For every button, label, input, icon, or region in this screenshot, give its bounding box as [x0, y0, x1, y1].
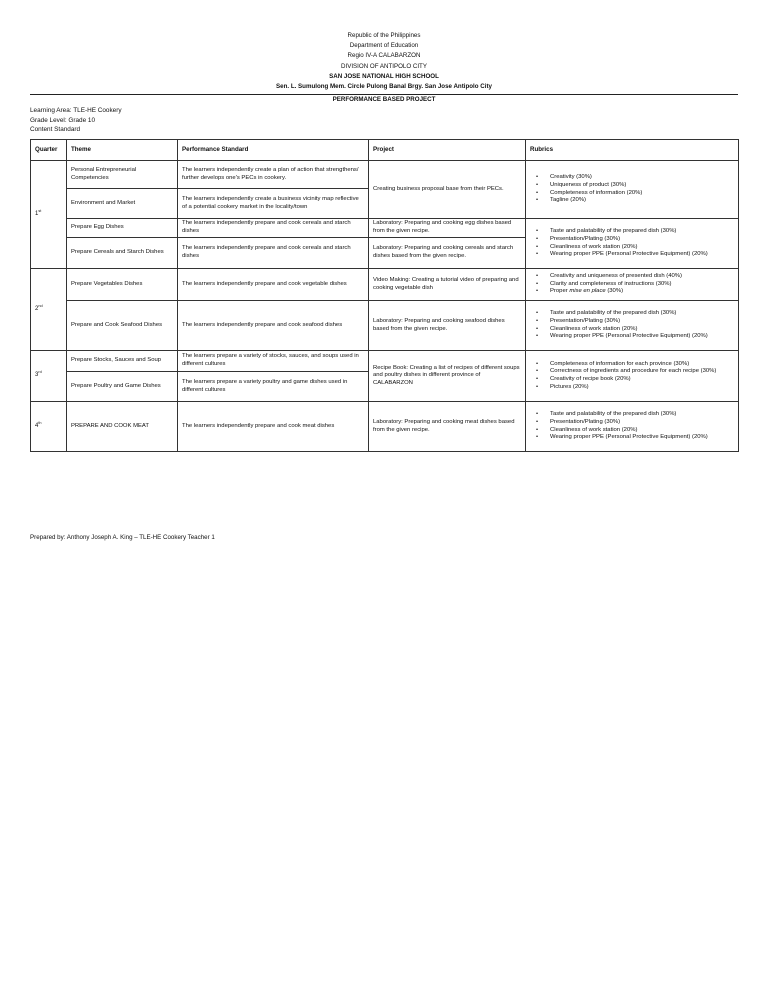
list-item: • Presentation/Plating (30%) [550, 318, 734, 326]
theme-cell: Personal Entrepreneurial Competencies [67, 161, 178, 189]
list-item: • Pictures (20%) [550, 384, 734, 392]
project-cell: Laboratory: Preparing and cooking seafood dishes based from the given recipe. [369, 301, 526, 351]
list-item: • Proper mise en place (30%) [550, 288, 734, 296]
theme-cell: Prepare and Cook Seafood Dishes [67, 301, 178, 351]
standard-cell: The learners prepare a variety poultry and game dishes used in different cultures [178, 372, 369, 402]
list-item: • Completeness of information (20%) [550, 190, 734, 198]
content-standard: Content Standard [30, 126, 81, 134]
header-line: Department of Education [349, 42, 419, 50]
header-quarter: Quarter [31, 140, 67, 161]
rubrics-cell [526, 301, 739, 351]
rubrics-cell [526, 269, 739, 301]
header-rubrics: Rubrics [526, 140, 739, 161]
document-meta [30, 106, 122, 135]
standard-cell: The learners independently prepare and cook meat dishes [178, 402, 369, 452]
standard-cell: The learners independently prepare and cook seafood dishes [178, 301, 369, 351]
project-cell: Video Making: Creating a tutorial video of preparing and cooking vegetable dish [369, 269, 526, 301]
project-cell: Creating business proposal base from their PECs. [369, 161, 526, 219]
quarter-cell: 4th [31, 402, 67, 452]
grade-level: Grade Level: Grade 10 [30, 116, 96, 124]
standard-cell: The learners independently prepare and cook cereals and starch dishes [178, 219, 369, 238]
standard-cell: The learners prepare a variety of stocks, sauces, and soups used in different cultures [178, 351, 369, 372]
list-item: • Presentation/Plating (30%) [550, 236, 734, 244]
rubrics-cell [526, 402, 739, 452]
quarter-cell: 3rd [31, 351, 67, 402]
rubrics-cell [526, 351, 739, 402]
performance-table [30, 139, 739, 452]
table-row [31, 402, 739, 452]
theme-cell: PREPARE AND COOK MEAT [67, 402, 178, 452]
table-row [31, 351, 739, 372]
prepared-by: Prepared by: Anthony Joseph A. King – TLE-HE Cookery Teacher 1 [30, 534, 215, 541]
list-item: • Creativity and uniqueness of presented dish (40%) [550, 273, 734, 281]
standard-cell: The learners independently prepare and cook cereals and starch dishes [178, 238, 369, 269]
project-cell: Recipe Book: Creating a list of recipes of different soups and poultry dishes in different province of CALABARZON [369, 351, 526, 402]
table-row [31, 301, 739, 351]
table-row [31, 219, 739, 238]
quarter-cell: 1st [31, 161, 67, 269]
theme-cell: Environment and Market [67, 189, 178, 219]
list-item: • Wearing proper PPE (Personal Protective Equipment) (20%) [550, 333, 734, 341]
header-theme: Theme [67, 140, 178, 161]
standard-cell: The learners independently create a plan of action that strengthens/ further develops one's PECs in cookery. [178, 161, 369, 189]
theme-cell: Prepare Stocks, Sauces and Soup [67, 351, 178, 372]
rubric-list [530, 174, 734, 204]
table-row [31, 269, 739, 301]
list-item: • Correctness of ingredients and procedure for each recipe (30%) [550, 368, 734, 376]
list-item: • Taste and palatability of the prepared dish (30%) [550, 228, 734, 236]
standard-cell: The learners independently create a business vicinity map reflective of a potential cookery market in the locality/town [178, 189, 369, 219]
list-item: • Completeness of information for each province (30%) [550, 361, 734, 369]
list-item: • Creativity of recipe book (20%) [550, 376, 734, 384]
project-title: PERFORMANCE BASED PROJECT [332, 96, 436, 103]
school-address: Sen. L. Sumulong Mem. Circle Pulong Banal Brgy. San Jose Antipolo City [276, 83, 492, 91]
project-cell: Laboratory: Preparing and cooking cereals and starch dishes based from the given recipe. [369, 238, 526, 269]
table-header-row [31, 140, 739, 161]
standard-cell: The learners independently prepare and cook vegetable dishes [178, 269, 369, 301]
list-item: • Wearing proper PPE (Personal Protective Equipment) (20%) [550, 251, 734, 259]
project-cell: Laboratory: Preparing and cooking meat dishes based from the given recipe. [369, 402, 526, 452]
list-item: • Uniqueness of product (30%) [550, 182, 734, 190]
header-line: Republic of the Philippines [347, 32, 421, 39]
rubrics-cell [526, 219, 739, 269]
header-performance-standard: Performance Standard [178, 140, 369, 161]
rubric-list [530, 310, 734, 340]
school-name: SAN JOSE NATIONAL HIGH SCHOOL [329, 72, 439, 80]
header-line: Regio IV-A CALABARZON [347, 52, 421, 60]
list-item: • Taste and palatability of the prepared dish (30%) [550, 411, 734, 419]
list-item: • Creativity (30%) [550, 174, 734, 182]
list-item: • Clarity and completeness of instructions (30%) [550, 281, 734, 289]
document-header [30, 31, 738, 92]
theme-cell: Prepare Poultry and Game Dishes [67, 372, 178, 402]
list-item: • Cleanliness of work station (20%) [550, 427, 734, 435]
header-project: Project [369, 140, 526, 161]
learning-area: Learning Area: TLE-HE Cookery [30, 107, 122, 114]
table-row [31, 161, 739, 189]
theme-cell: Prepare Egg Dishes [67, 219, 178, 238]
rubric-list [530, 228, 734, 258]
rubric-list [530, 361, 734, 391]
list-item: • Cleanliness of work station (20%) [550, 326, 734, 334]
list-item: • Cleanliness of work station (20%) [550, 244, 734, 252]
theme-cell: Prepare Vegetables Dishes [67, 269, 178, 301]
list-item: • Wearing proper PPE (Personal Protective Equipment) (20%) [550, 434, 734, 442]
project-cell: Laboratory: Preparing and cooking egg dishes based from the given recipe. [369, 219, 526, 238]
header-line: DIVISION OF ANTIPOLO CITY [341, 62, 427, 70]
list-item: • Tagline (20%) [550, 197, 734, 205]
rubrics-cell [526, 161, 739, 219]
list-item: • Taste and palatability of the prepared dish (30%) [550, 310, 734, 318]
list-item: • Presentation/Plating (30%) [550, 419, 734, 427]
rubric-list [530, 273, 734, 296]
theme-cell: Prepare Cereals and Starch Dishes [67, 238, 178, 269]
quarter-cell: 2nd [31, 269, 67, 351]
rubric-list [530, 411, 734, 441]
